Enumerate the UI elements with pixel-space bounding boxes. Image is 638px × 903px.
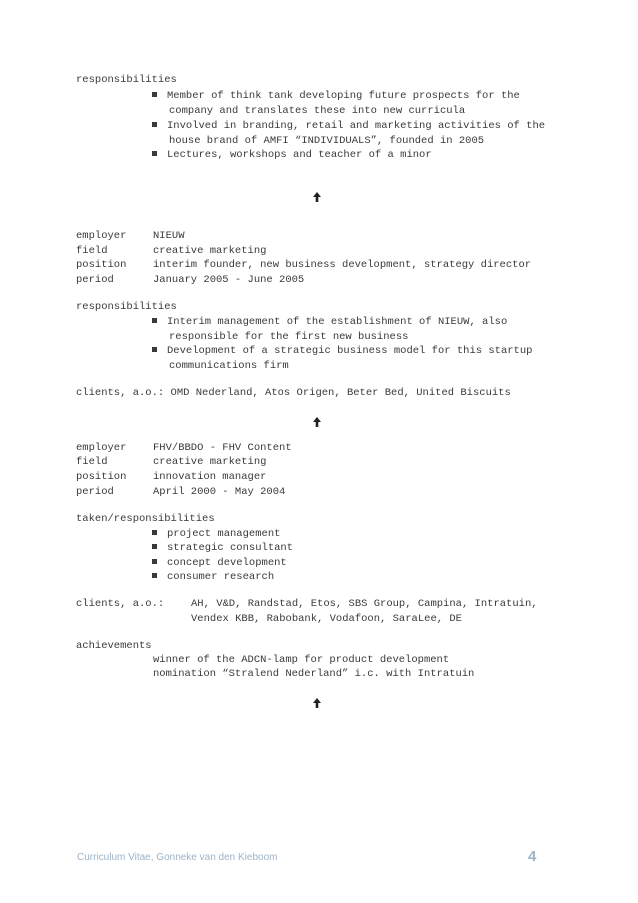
list-item: strategic consultant [152, 541, 293, 556]
list-item-continuation: responsible for the first new business [169, 331, 409, 343]
bullet-icon [152, 530, 157, 535]
period-value: April 2000 - May 2004 [153, 486, 286, 498]
list-item: Member of think tank developing future prospects for the [152, 89, 520, 104]
list-item: concept development [152, 556, 287, 571]
tasks-heading: taken/responsibilities [76, 513, 215, 525]
employer-label: employer [76, 442, 127, 454]
employer-value: NIEUW [153, 230, 185, 242]
bullet-icon [152, 573, 157, 578]
clients-value-continuation: Vendex KBB, Rabobank, Vodafoon, SaraLee, DE [191, 613, 462, 625]
list-item: Lectures, workshops and teacher of a minor [152, 148, 432, 163]
bullet-icon [152, 151, 157, 156]
clients-value: AH, V&D, Randstad, Etos, SBS Group, Campina, Intratuin, [191, 598, 538, 610]
bullet-icon [152, 559, 157, 564]
page-number: 4 [528, 848, 537, 865]
list-item-continuation: company and translates these into new curricula [169, 105, 466, 117]
achievement-item: nomination “Stralend Nederland” i.c. with Intratuin [153, 668, 475, 680]
achievement-item: winner of the ADCN-lamp for product development [153, 654, 450, 666]
bullet-icon [152, 318, 157, 323]
list-item: project management [152, 527, 280, 542]
clients-label: clients, a.o.: [76, 598, 165, 610]
arrow-up-icon[interactable] [312, 416, 322, 428]
period-value: January 2005 - June 2005 [153, 274, 305, 286]
list-item: consumer research [152, 570, 274, 585]
field-label: field [76, 245, 108, 257]
responsibilities-heading: responsibilities [76, 301, 177, 313]
list-item-continuation: communications firm [169, 360, 289, 372]
list-item: Interim management of the establishment of NIEUW, also [152, 315, 507, 330]
employer-label: employer [76, 230, 127, 242]
period-label: period [76, 274, 114, 286]
list-item: Involved in branding, retail and marketing activities of the [152, 119, 545, 134]
arrow-up-icon[interactable] [312, 697, 322, 709]
bullet-icon [152, 544, 157, 549]
responsibilities-heading: responsibilities [76, 74, 177, 86]
position-value: innovation manager [153, 471, 267, 483]
clients-line: clients, a.o.: OMD Nederland, Atos Origen, Beter Bed, United Biscuits [76, 387, 511, 399]
bullet-icon [152, 347, 157, 352]
field-label: field [76, 456, 108, 468]
page-footer: Curriculum Vitae, Gonneke van den Kieboom [77, 852, 278, 863]
position-label: position [76, 471, 127, 483]
field-value: creative marketing [153, 456, 267, 468]
position-label: position [76, 259, 127, 271]
bullet-icon [152, 122, 157, 127]
position-value: interim founder, new business development, strategy director [153, 259, 532, 271]
achievements-heading: achievements [76, 640, 152, 652]
bullet-icon [152, 92, 157, 97]
field-value: creative marketing [153, 245, 267, 257]
arrow-up-icon[interactable] [312, 191, 322, 203]
list-item-continuation: house brand of AMFI “INDIVIDUALS”, founded in 2005 [169, 135, 485, 147]
period-label: period [76, 486, 114, 498]
list-item: Development of a strategic business model for this startup [152, 344, 532, 359]
employer-value: FHV/BBDO - FHV Content [153, 442, 292, 454]
